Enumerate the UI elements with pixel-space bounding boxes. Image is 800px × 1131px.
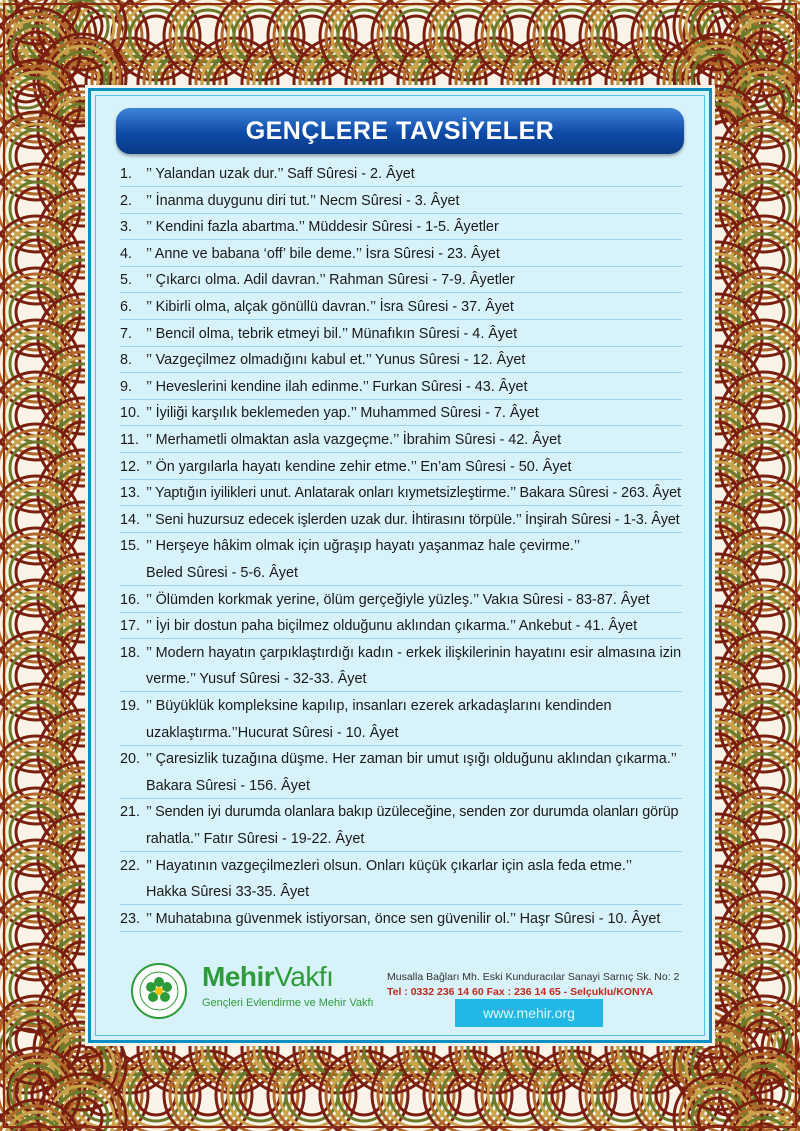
- list-item: [120, 293, 682, 320]
- list-item: [120, 852, 682, 879]
- item-text: ’’ Hayatının vazgeçilmezleri olsun. Onları küçük çıkarlar için asla feda etme.’’: [146, 857, 633, 874]
- item-text-continuation: Hakka Sûresi 33-35. Âyet: [146, 884, 310, 901]
- item-number: 15.: [120, 538, 141, 555]
- item-text: ’’ Çıkarcı olma. Adil davran.’’ Rahman Sûresi - 7-9. Âyetler: [146, 272, 515, 289]
- item-number: 4.: [120, 245, 133, 262]
- list-item-continuation: [120, 665, 682, 692]
- list-item: [120, 479, 682, 506]
- item-number: 16.: [120, 591, 141, 608]
- item-text: ’’ Büyüklük kompleksine kapılıp, insanları ezerek arkadaşlarını kendinden: [146, 698, 612, 714]
- list-item: [120, 586, 682, 613]
- item-text: ’’ Senden iyi durumda olanlara bakıp üzüleceğine, senden zor durumda olanları görüp: [146, 804, 679, 821]
- item-text: ’’ Bencil olma, tebrik etmeyi bil.’’ Münafıkın Sûresi - 4. Âyet: [146, 325, 518, 342]
- item-text: ’’ Çaresizlik tuzağına düşme. Her zaman bir umut ışığı olduğunu aklından çıkarma.’’: [146, 751, 677, 768]
- item-text: ’’ Vazgeçilmez olmadığını kabul et.’’ Yunus Sûresi - 12. Âyet: [146, 352, 526, 369]
- item-number: 19.: [120, 698, 141, 714]
- list-item: [120, 532, 682, 559]
- item-text: ’’ Anne ve babana ‘off’ bile deme.’’ İsra Sûresi - 23. Âyet: [146, 245, 500, 262]
- item-number: 3.: [120, 219, 133, 236]
- list-item-continuation: [120, 878, 682, 905]
- list-item-continuation: [120, 559, 682, 586]
- item-number: 13.: [120, 485, 141, 502]
- item-text: ’’ Ölümden korkmak yerine, ölüm gerçeğiyle yüzleş.’’ Vakıa Sûresi - 83-87. Âyet: [146, 591, 650, 608]
- list-item: [120, 639, 682, 666]
- list-item: [120, 745, 682, 772]
- brand-subtitle: Gençleri Evlendirme ve Mehir Vakfı: [202, 997, 374, 1009]
- item-number: 6.: [120, 299, 133, 315]
- item-number: 21.: [120, 804, 141, 821]
- page-title: GENÇLERE TAVSİYELER: [245, 117, 555, 145]
- list-item: [120, 399, 682, 426]
- item-text: ’’ İyiliği karşılık beklemeden yap.’’ Muhammed Sûresi - 7. Âyet: [146, 405, 539, 422]
- item-number: 22.: [120, 857, 141, 874]
- list-item: [120, 346, 682, 373]
- contact-text: Tel : 0332 236 14 60 Fax : 236 14 65 - Selçuklu/KONYA: [387, 986, 654, 998]
- item-number: 17.: [120, 618, 141, 635]
- list-item: [120, 240, 682, 267]
- list-item: [120, 453, 682, 480]
- item-text: ’’ Herşeye hâkim olmak için uğraşıp hayatı yaşanmaz hale çevirme.’’: [146, 538, 581, 555]
- item-number: 8.: [120, 352, 133, 369]
- item-text: ’’ Heveslerini kendine ilah edinme.’’ Furkan Sûresi - 43. Âyet: [146, 378, 528, 395]
- list-item: [120, 612, 682, 639]
- list-item: [120, 266, 682, 293]
- item-number: 12.: [120, 458, 141, 475]
- item-text: ’’ Kendini fazla abartma.’’ Müddesir Sûresi - 1-5. Âyetler: [146, 219, 499, 236]
- item-text-continuation: Bakara Sûresi - 156. Âyet: [146, 777, 310, 794]
- item-number: 5.: [120, 272, 133, 289]
- brand-name: MehirVakfı: [202, 961, 334, 992]
- item-number: 7.: [120, 325, 133, 342]
- item-text: ’’ Muhatabına güvenmek istiyorsan, önce sen güvenilir ol.’’ Haşr Sûresi - 10. Âyet: [146, 910, 661, 927]
- list-item: [120, 905, 682, 932]
- item-number: 1.: [120, 166, 133, 182]
- title-banner: [116, 108, 684, 154]
- list-item-continuation: [120, 719, 682, 746]
- item-text-continuation: verme.’’ Yusuf Sûresi - 32-33. Âyet: [146, 671, 367, 688]
- list-item-continuation: [120, 772, 682, 799]
- list-item: [120, 506, 682, 533]
- list-item: [120, 320, 682, 347]
- website-link[interactable]: www.mehir.org: [455, 999, 603, 1027]
- item-text: ’’ İnanma duygunu diri tut.’’ Necm Sûresi - 3. Âyet: [146, 192, 460, 209]
- list-item: [120, 373, 682, 400]
- item-text: ’’ Ön yargılarla hayatı kendine zehir etme.’’ En’am Sûresi - 50. Âyet: [146, 458, 572, 475]
- list-item: [120, 798, 682, 825]
- item-number: 2.: [120, 192, 133, 209]
- item-number: 20.: [120, 751, 141, 768]
- item-number: 14.: [120, 511, 141, 528]
- item-text: ’’ Seni huzursuz edecek işlerden uzak dur. İhtirasını törpüle.’’ İnşirah Sûresi - 1-3. Âyet: [146, 511, 680, 528]
- item-text: ’’ Kibirli olma, alçak gönüllü davran.’’ İsra Sûresi - 37. Âyet: [146, 299, 514, 315]
- address-text: Musalla Bağları Mh. Eski Kunduracılar Sanayi Sarnıç Sk. No: 2: [387, 971, 680, 983]
- item-number: 10.: [120, 405, 141, 422]
- list-item: [120, 160, 682, 187]
- item-text: ’’ Yaptığın iyilikleri unut. Anlatarak onları kıymetsizleştirme.’’ Bakara Sûresi - 263. Âyet: [146, 485, 681, 502]
- item-number: 11.: [120, 432, 139, 448]
- item-text: ’’ İyi bir dostun paha biçilmez olduğunu aklından çıkarma.’’ Ankebut - 41. Âyet: [146, 618, 638, 635]
- item-text: ’’ Merhametli olmaktan asla vazgeçme.’’ İbrahim Sûresi - 42. Âyet: [146, 432, 562, 448]
- list-item: [120, 187, 682, 214]
- item-text: ’’ Modern hayatın çarpıklaştırdığı kadın - erkek ilişkilerinin hayatını esir almasına izin: [146, 644, 682, 661]
- footer: [120, 955, 690, 1035]
- item-text-continuation: uzaklaştırma.’’Hucurat Sûresi - 10. Âyet: [146, 724, 399, 741]
- item-number: 23.: [120, 910, 141, 927]
- list-item: [120, 426, 682, 453]
- item-text-continuation: rahatla.’’ Fatır Sûresi - 19-22. Âyet: [146, 831, 365, 847]
- item-number: 18.: [120, 644, 141, 661]
- foundation-seal-logo: [130, 962, 188, 1020]
- item-text: ’’ Yalandan uzak dur.’’ Saff Sûresi - 2. Âyet: [146, 166, 415, 182]
- list-item-continuation: [120, 825, 682, 852]
- item-number: 9.: [120, 378, 133, 395]
- item-text-continuation: Beled Sûresi - 5-6. Âyet: [146, 565, 298, 581]
- list-item: [120, 692, 682, 719]
- list-item: [120, 213, 682, 240]
